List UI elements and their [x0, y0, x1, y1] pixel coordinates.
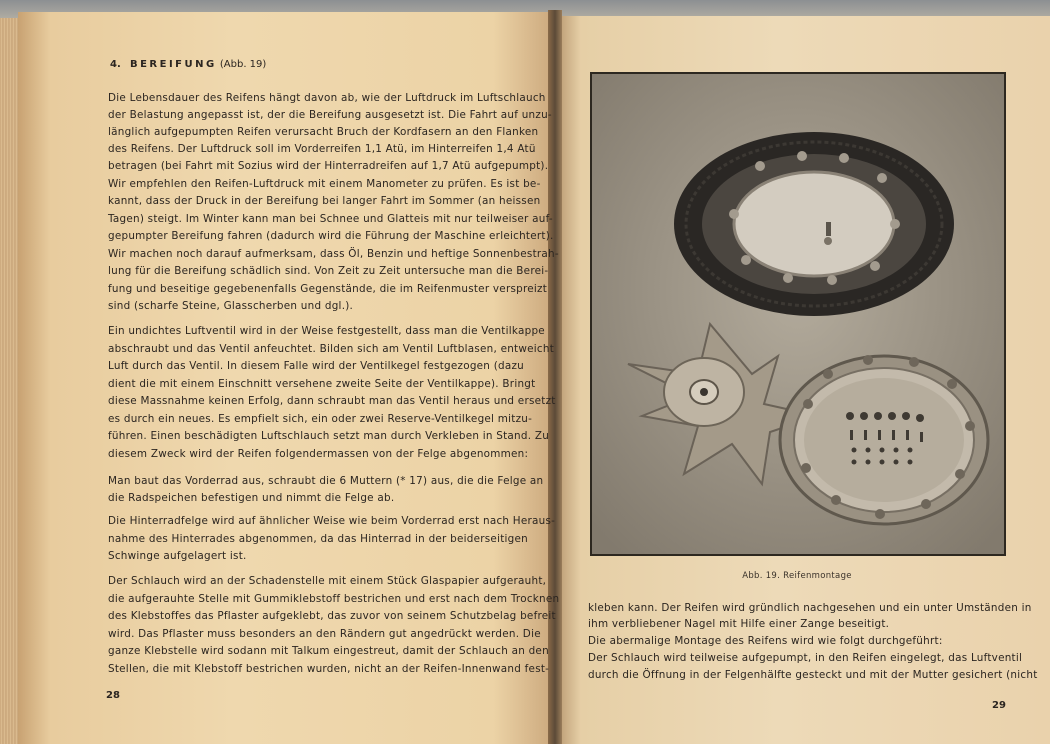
text-line: es durch ein neues. Es empfielt sich, ein oder zwei Reserve-Ventilkegel mitzu- [108, 413, 533, 425]
text-line: Stellen, die mit Klebstoff bestrichen wurden, nicht an der Reifen-Innenwand fest- [108, 663, 550, 675]
text-line: abschraubt und das Ventil anfeuchtet. Bilden sich am Ventil Luftblasen, entweicht [108, 343, 555, 355]
text-line: die Radspeichen befestigen und nimmt die Felge ab. [108, 492, 395, 504]
figure-tyre-assembly-photo [590, 72, 1006, 556]
text-line: sind (scharfe Steine, Glasscherben und dgl.). [108, 300, 354, 312]
text-line: fung und beseitige gegebenenfalls Gegenstände, die im Reifenmuster verspreizt [108, 283, 548, 295]
text-line: Man baut das Vorderrad aus, schraubt die 6 Muttern (* 17) aus, die die Felge an [108, 475, 544, 487]
text-line: die aufgerauhte Stelle mit Gummiklebstoff bestrichen und erst nach dem Trocknen [108, 593, 560, 605]
text-line: durch die Öffnung in der Felgenhälfte gesteckt und mit der Mutter gesichert (nicht [588, 669, 1038, 681]
text-line: ganze Klebstelle wird sodann mit Talkum eingestreut, damit der Schlauch an den [108, 645, 549, 657]
page-number-left: 28 [106, 690, 120, 701]
text-line: des Reifens. Der Luftdruck soll im Vorderreifen 1,1 Atü, im Hinterreifen 1,4 Atü [108, 143, 536, 155]
section-number: 4. [110, 59, 121, 70]
section-heading [110, 59, 266, 70]
tyre-rim-hub-illustration [592, 74, 1004, 554]
text-line: ihm verbliebener Nagel mit Hilfe einer Zange beseitigt. [588, 618, 890, 630]
text-line: Wir empfehlen den Reifen-Luftdruck mit einem Manometer zu prüfen. Es ist be- [108, 178, 541, 190]
text-line: kannt, dass der Druck in der Bereifung bei langer Fahrt im Sommer (an heissen [108, 195, 541, 207]
text-line: Schwinge aufgelagert ist. [108, 550, 247, 562]
text-line: führen. Einen beschädigten Luftschlauch setzt man durch Verkleben in Stand. Zu [108, 430, 550, 442]
text-line: Luft durch das Ventil. In diesem Falle wird der Ventilkegel festgezogen (dazu [108, 360, 524, 372]
text-line: Ein undichtes Luftventil wird in der Weise festgestellt, dass man die Ventilkappe [108, 325, 545, 337]
section-title: BEREIFUNG [129, 59, 217, 70]
text-line: Die Hinterradfelge wird auf ähnlicher Weise wie beim Vorderrad erst nach Heraus- [108, 515, 556, 527]
text-line: länglich aufgepumpten Reifen verursacht Bruch der Kordfasern an den Flanken [108, 126, 539, 138]
text-line: Die Lebensdauer des Reifens hängt davon ab, wie der Luftdruck im Luftschlauch [108, 92, 546, 104]
text-line: diese Massnahme keinen Erfolg, dann schraubt man das Ventil heraus und ersetzt [108, 395, 556, 407]
text-line: Wir machen noch darauf aufmerksam, dass Öl, Benzin und heftige Sonnenbestrah- [108, 248, 559, 260]
text-line: Der Schlauch wird an der Schadenstelle mit einem Stück Glaspapier aufgerauht, [108, 575, 547, 587]
text-line: diesem Zweck wird der Reifen folgendermassen von der Felge abgenommen: [108, 448, 529, 460]
text-line: nahme des Hinterrades abgenommen, da das Hinterrad in der beiderseitigen [108, 533, 528, 545]
page-number-right: 29 [992, 700, 1006, 711]
text-line: kleben kann. Der Reifen wird gründlich nachgesehen und ein unter Umständen in [588, 602, 1032, 614]
rim-icon [780, 355, 988, 524]
text-line: gepumpter Bereifung fahren (dadurch wird die Führung der Maschine erleichtert). [108, 230, 554, 242]
text-line: Der Schlauch wird teilweise aufgepumpt, in den Reifen eingelegt, das Luftventil [588, 652, 1023, 664]
text-line: Tagen) steigt. Im Winter kann man bei Schnee und Glatteis mit nur teilweiser auf- [108, 213, 553, 225]
text-line: wird. Das Pflaster muss besonders an den Rändern gut angedrückt werden. Die [108, 628, 541, 640]
figure-caption: Abb. 19. Reifenmontage [742, 571, 852, 581]
text-line: dient die mit einem Einschnitt versehene zweite Seite der Ventilkappe). Bringt [108, 378, 536, 390]
text-line: lung für die Bereifung schädlich sind. Von Zeit zu Zeit untersuche man die Berei- [108, 265, 549, 277]
tyre-icon [674, 132, 954, 316]
section-figure-ref: (Abb. 19) [219, 59, 267, 70]
text-line: betragen (bei Fahrt mit Sozius wird der Hinterradreifen auf 1,7 Atü aufgepumpt). [108, 160, 549, 172]
text-line: der Belastung angepasst ist, der die Bereifung ausgesetzt ist. Die Fahrt auf unzu- [108, 109, 552, 121]
text-line: Die abermalige Montage des Reifens wird wie folgt durchgeführt: [588, 635, 943, 647]
text-line: des Klebstoffes das Pflaster aufgeklebt, das zuvor von seinem Schutzbelag befreit [108, 610, 556, 622]
